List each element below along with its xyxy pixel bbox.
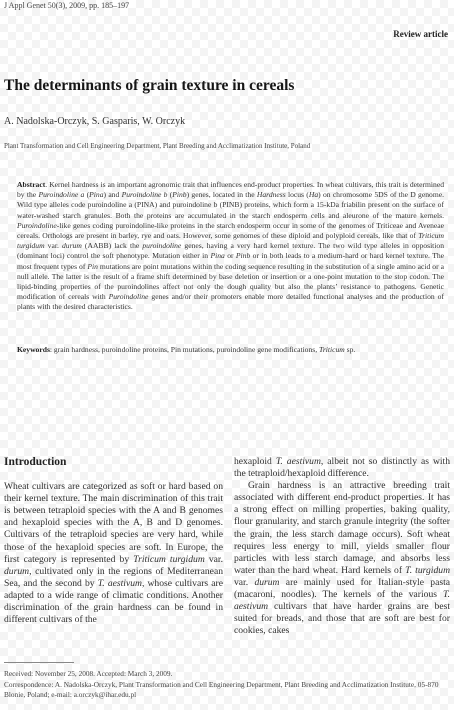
intro-paragraph-2: Grain hardness is an attractive breeding trait associated with different end-product properties. It has a strong effect on milling properties, baking quality, flour granularity, and starch granule integrity (the softer the grain, the less starch damage occurs). Soft wheat requires less energy to mill, yields smaller flour particles with less starch damage, and absorbs less water than the hard wheat. Hard kernels of T. turgidum var. durum are mainly used for Italian-style pasta (macaroni, noodles). The kernels of the various T. aestivum cultivars that have harder grains are best suited for breads, and those that are soft are best for cookies, cakes [234,480,450,637]
paper-title: The determinants of grain texture in cereals [4,77,295,94]
keywords: Keywords: grain hardness, puroindoline proteins, Pin mutations, puroindoline gene modifications, Triticum sp. [17,345,356,354]
article-type-label: Review article [393,29,448,39]
intro-paragraph-1-cont: hexaploid T. aestivum, albeit not so distinctly as with the tetraploid/hexaploid difference. [234,456,451,480]
footnote-divider [4,662,74,663]
abstract: Abstract. Kernel hardness is an important agronomic trait that influences end-product properties. In wheat cultivars, this trait is determined by the Puroindoline a (Pina) and Puroindoline b (Pinb) genes, located in the Hardness locus (Ha) on chromosome 5DS of the D genome. Wild type alleles code puroindoline a (PINA) and puroindoline b (PINB) proteins, which form a 15-kDa friabilin present on the surface of water-washed starch granules. Both the proteins are accumulated in the starch endosperm cells and aleurone of the mature kernels. Puroindoline-like genes coding puroindoline-like proteins in the starch endosperm occur in some of the genomes of Triticeae and Aveneae cereals. Orthologs are present in barley, rye and oats. However, some genomes of these diploid and polyploid cereals, like that of Triticum turgidum var. durum (AABB) lack the puroindoline genes, having a very hard kernel texture. The two wild type alleles in opposition (dominant loci) control the soft phenotype. Mutation either in Pina or Pinb or in both leads to a medium-hard or hard kernel texture. The most frequent types of Pin mutations are point mutations within the coding sequence resulting in the substitution of a single amino acid or a null allele. The latter is the result of a frame shift determined by base deletion or insertion or a one-point mutation to the stop codon. The lipid-binding properties of the puroindolines affect not only the dough quality but also the plants’ resistance to pathogens. Genetic modification of cereals with Puroindoline genes and/or their promoters enable more detailed functional analyses and the production of plants with the desired characteristics. [17,180,444,312]
section-heading-introduction: Introduction [4,456,67,468]
author-list: A. Nadolska-Orczyk, S. Gasparis, W. Orczyk [4,116,186,127]
intro-right-column [234,456,450,637]
abstract-label: Abstract [17,180,46,189]
affiliation: Plant Transformation and Cell Engineering Department, Plant Breeding and Acclimatization Institute, Poland [4,142,311,150]
intro-left-column [4,456,223,626]
received-dates: Received: November 25, 2008. Accepted: March 3, 2009. [4,669,173,678]
keywords-label: Keywords [17,345,50,354]
correspondence: Correspondence: A. Nadolska-Orczyk, Plant Transformation and Cell Engineering Department, Plant Breeding and Acclimatization Institute, 05-870 Blonie, Poland; e-mail: a.orczyk@ihar.edu.pl [4,679,439,699]
footnotes [4,669,450,701]
journal-reference: J Appl Genet 50(3), 2009, pp. 185–197 [4,1,130,10]
intro-paragraph-1: Wheat cultivars are categorized as soft or hard based on their kernel texture. The main discrimination of this trait is between tetraploid species with the A and B genomes and hexaploid species with the A, B and D genomes. Cultivars of the tetraploid species are very hard, while those of the hexaploid species are soft. In Europe, the first category is represented by Triticum turgidum var. durum, cultivated only in the regions of Mediterranean Sea, and the second by T. aestivum, whose cultivars are adapted to a wide range of climatic conditions. Another discrimination of the grain hardness can be found in different cultivars of the [4,481,223,626]
